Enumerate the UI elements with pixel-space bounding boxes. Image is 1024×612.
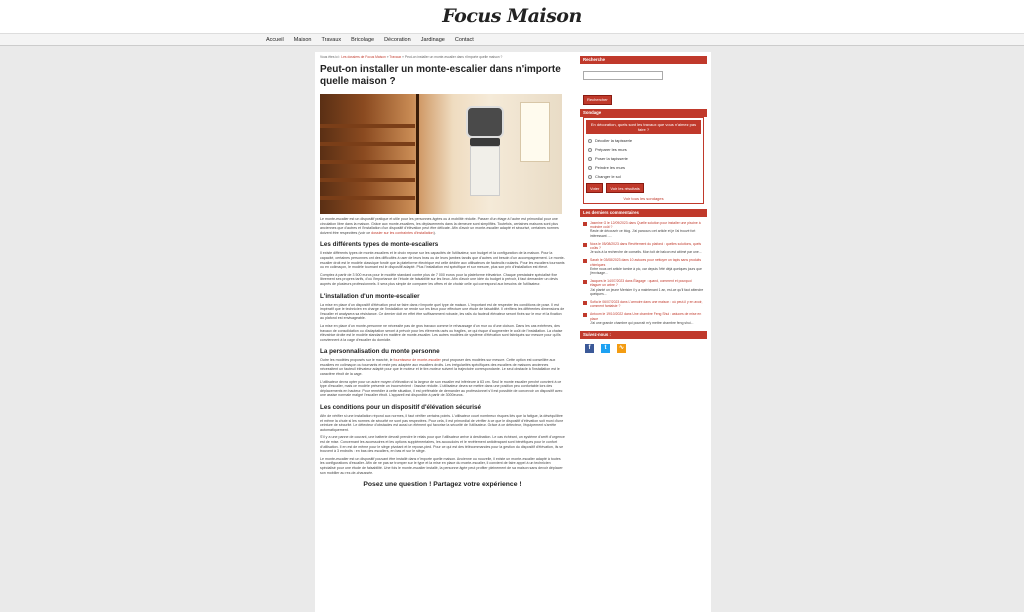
facebook-icon[interactable]: f <box>585 344 594 353</box>
intro-paragraph: Le monte-escalier est un dispositif pratique et utile pour les personnes âgées ou à mobilité réduite. Passer d'un étage à l'autre est primordial pour une circulation libre dans la maison. Grâce aux monte-escaliers, les déplacements dans la demeure sont simplifiés. Toutefois, certaines maisons sont plus anciennes que d'autres et l'installation d'un dispositif d'élévation peut être délicate. Afin d'avoir un monte-escalier adapté et sécurisé, certaines normes doivent être respectées (voir ce dossier sur les contraintes d'installation). <box>320 217 559 235</box>
poll-option[interactable]: Décoller la tapisserie <box>588 138 701 143</box>
window-shape <box>520 102 550 162</box>
nav-item-travaux[interactable]: Travaux <box>321 36 342 43</box>
main-nav <box>0 33 1024 46</box>
bullet-icon <box>583 243 587 247</box>
paragraph: Outre les modèles proposés sur le marché, le fournisseur de monte-escalier peut proposer des modèles sur mesure. Cette option est conseillée aux escaliers en colimaçon ou tournants et reste peu adaptée aux escaliers droits. Les irrégularités spécifiques des escaliers de maisons anciennes nécessitent un fauteuil élévateur adapté pour que le moteur et le tire-moteur suivent la trajectoire correspondante. Le seul obstacle à l'installation est le caractère étroit de la cage. <box>320 358 560 377</box>
radio-button[interactable] <box>588 175 592 179</box>
search-input[interactable] <box>583 71 663 80</box>
stairlift-chair <box>466 106 504 138</box>
comment-text: Ravie de découvrir ce blog. J'ai parcouru cet article et je l'ai trouvé fort intéressant ..... <box>590 229 696 238</box>
breadcrumb-prefix: Vous êtes ici : <box>320 55 341 59</box>
poll-option[interactable]: Changer le sol <box>588 174 701 179</box>
poll-box <box>583 117 704 204</box>
breadcrumb-link-dossiers[interactable]: Les dossiers de Focus Maison <box>341 55 386 59</box>
breadcrumb-separator: » <box>386 55 389 59</box>
rss-icon[interactable]: ∿ <box>618 345 625 352</box>
bullet-icon <box>583 222 587 226</box>
breadcrumb-current: » Peut-on installer un monte-escalier dans n'importe quelle maison ? <box>402 55 503 59</box>
radio-button[interactable] <box>588 139 592 143</box>
comment-link[interactable]: Jacques le 14/07/2023 dans Élagage : quand, comment et pourquoi élaguer un arbre ? <box>590 279 692 288</box>
poll-widget-title: Sondage <box>580 109 707 117</box>
comment-text: Je suis à la recherche de conseils. Mon toit de balcon est abîmé par une... <box>590 250 702 255</box>
site-header <box>0 0 1024 33</box>
paragraph: S'il y a une panne de courant, une batterie devrait prendre le relais pour que l'utilisateur arrive à destination. Le cas échéant, un système d'arrêt d'urgence est de mise. Concernant les accessoires et les options supplémentaires, les accoudoirs et le revêtement antidérapant sont bénéfiques pour le confort d'utilisation. Il en est de même pour le siège pivotant et le repose-pied. Pour ce qui est des télécommandes pour la gestion du dispositif d'élévation, ils se trouvent à 3 endroits : en bas des escaliers, en bas et sur le siège. <box>320 435 565 454</box>
paragraph: L'utilisateur devra opter pour un autre moyen d'élévation si la largeur de son escalier est inférieure à 63 cm. Seul le monte escalier perché convient à ce type d'escalier, mais ce modèle présente un inconvénient : l'assise réduite. L'utilisateur devra se mettre dans une position peu confortable lors des déplacements en hauteur. Pour remédier à cette situation, il est préférable de demander au professionnel s'il est possible de concevoir un dispositif avec une assise normale malgré l'escalier étroit. L'appareil est disponible à partir de 3000euros. <box>320 379 563 398</box>
poll-option[interactable]: Peindre les murs <box>588 165 701 170</box>
paragraph: La mise en place d'un dispositif d'élévation peut se faire dans n'importe quel type de maison. L'important est de respecter les conditions de pose. Il est impératif que le technicien en charge de l'installation se rende sur les lieux pour effectuer une étude de faisabilité. Il vérifiera les différentes dimensions de l'escalier et analysera sa résistance. Ce dernier doit en effet être suffisamment robuste, les rails du fauteuil élévateur seront fixés sur le mur et la fixation au plafond est envisageable. <box>320 302 565 321</box>
section-heading-conditions: Les conditions pour un dispositif d'élévation sécurisé <box>320 404 482 412</box>
comment-item <box>583 300 704 308</box>
nav-item-decoration[interactable]: Décoration <box>384 36 411 43</box>
comment-link[interactable]: Jasmine G le 12/09/2023 dans Quelle solution pour installer une piscine à moindre coût ? <box>590 221 701 230</box>
nav-item-bricolage[interactable]: Bricolage <box>351 36 375 43</box>
bullet-icon <box>583 259 587 263</box>
comment-text: J'ai une grande chambre qui pourrait m'y mettre chambre feng shui... <box>590 320 694 325</box>
radio-button[interactable] <box>588 148 592 152</box>
nav-item-contact[interactable]: Contact <box>454 36 474 43</box>
search-button[interactable]: Rechercher <box>583 95 612 105</box>
search-widget-title: Recherche <box>580 56 707 64</box>
sidebar <box>580 56 707 358</box>
comment-text: J'ai planté un jeune Merisier il y a maintenant 1 an, est-ce qu'il faut attendre quelques... <box>590 287 704 296</box>
comment-item <box>583 258 704 275</box>
poll-option[interactable]: Préparer les murs <box>588 147 701 152</box>
paragraph: Le monte-escalier est un dispositif pouvant être installé dans n'importe quelle maison. Ancienne ou nouvelle, il existe un monte-escalier adapté à toutes les configurations d'escalier. Afin de ne pas se tromper sur le type et la mise en place du monte-escalier, il convient de faire appel à un technicien spécialisé pour une étude de faisabilité. Une fois le monte-escalier installé, la personne âgée peut profiter pleinement de sa maison sans devoir déplacer son mobilier au rez-de-chaussée. <box>320 456 563 475</box>
comment-item <box>583 221 704 238</box>
bullet-icon <box>583 280 587 284</box>
fournisseur-link[interactable]: fournisseur de monte-escalier <box>393 358 441 363</box>
follow-widget-title: Suivez-nous : <box>580 331 707 339</box>
section-heading-types: Les différents types de monte-escaliers <box>320 241 439 249</box>
banister-shape <box>416 94 419 214</box>
comment-link[interactable]: Nora le 05/08/2023 dans Revêtement du plafond : quelles solutions, quels coûts ? <box>590 241 702 251</box>
poll-option[interactable]: Poser la tapisserie <box>588 156 701 161</box>
results-button[interactable]: Voir les résultats <box>606 183 643 193</box>
paragraph: Afin de vérifier si une installation répond aux normes, il faut vérifier certains points. L'utilisateur court nombreux risques liés que la fatigue, la déséquilibre et même la chute si les normes de sécurité ne sont pas respectées. Pour cela, il est primordial de vérifier à ce que le dispositif d'élévation soit muni d'une ceinture de sécurité. Le détecteur d'obstacles est aussi un élément qui favorise la sécurité de l'utilisateur. Grâce à ce détecteur, l'équipement s'arrête automatiquement. <box>320 414 564 432</box>
breadcrumb <box>320 55 565 60</box>
twitter-icon[interactable]: t <box>601 344 610 353</box>
comment-cta: Posez une question ! Partagez votre expérience ! <box>363 481 522 489</box>
comment-item <box>583 312 704 325</box>
hero-image <box>320 94 562 214</box>
all-polls-link[interactable]: Voir tous les sondages <box>623 196 664 201</box>
radio-button[interactable] <box>588 166 592 170</box>
bullet-icon <box>583 301 587 305</box>
poll-question: En décoration, quels sont les travaux que vous n'aimez pas faire ? <box>586 120 701 134</box>
comment-text: Entre nous cet article tombe à pic, car depuis l'été déjà quelques jours que j'envisage... <box>590 266 702 276</box>
comment-item <box>583 279 704 296</box>
comment-item <box>583 242 704 255</box>
social-links <box>580 339 707 358</box>
comment-link[interactable]: Antoom le 19/10/2022 dans Une chambre Feng Shui : astuces de mise en place <box>590 312 702 321</box>
site-logo[interactable]: Focus Maison <box>442 5 582 27</box>
paragraph: La mise en place d'un monte-personne ne nécessite pas de gros travaux comme le rehaussage d'un mur ou d'une cloison. Dans les cas extrêmes, des travaux de consolidation ou d'adaptation seront à prévoir pour les éléments usés ou fragiles, ce qui risque d'augmenter le coût de l'installation. La chaise élévatrice droite est le modèle standard en matière de monte-escalier. Les autres modèles de système d'élévation sont fabriqués sur mesure pour qu'ils conviennent à la cage d'escalier du domicile. <box>320 323 563 342</box>
paragraph: Il existe différents types de monte-escaliers et le choix repose sur les capacités de l'utilisateur, son budget et la configuration de la maison. Pour la capacité, certaines personnes ont des difficultés à user de leurs bras ou de leurs jambes tandis que d'autres ont besoin d'un accompagnement. Le monte-escalier droit est le modèle classique fondé que la plateforme électrique est celle dédiée aux utilisateurs de fauteuils roulants. Pour les escaliers tournants ou en colimaçon, le modèle tournant est le dispositif adapté. Plus l'installation est spécifique et sur mesure, plus son prix d'installation est élevé. <box>320 251 565 270</box>
nav-item-accueil[interactable]: Accueil <box>266 36 284 43</box>
section-heading-personnalisation: La personnalisation du monte personne <box>320 348 440 356</box>
section-heading-installation: L'installation d'un monte-escalier <box>320 292 420 300</box>
paragraph: Comptez à partir de 3 500 euros pour le modèle standard contre plus de 7 000 euros pour la plateforme élévatrice. Chaque prestataire spécialisé fixe librement ses propres tarifs, d'où l'importance de l'étude de faisabilité sur les lieux. Afin d'avoir une idée du budget à prévoir, il faut demander un devis auprès de plusieurs professionnels. Il sera plus simple de comparer les offres et de choisir celle qui correspond aux besoins de l'utilisateur. <box>320 272 558 286</box>
nav-item-jardinage[interactable]: Jardinage <box>420 36 445 43</box>
nav-item-maison[interactable]: Maison <box>293 36 312 43</box>
bullet-icon <box>583 313 587 317</box>
comment-link[interactable]: Sarah le 03/08/2023 dans 10 astuces pour nettoyer un tapis sans produits chimiques <box>590 258 702 267</box>
comment-link[interactable]: Sofia le 06/07/2023 dans L'armoire dans une maison : où peut-il y en avoir, comment fantaisie ? <box>590 300 703 309</box>
article <box>320 55 565 488</box>
intro-link[interactable]: dossier sur les contraintes d'installation <box>371 230 434 235</box>
breadcrumb-link-travaux[interactable]: Travaux <box>389 55 402 59</box>
radio-button[interactable] <box>588 157 592 161</box>
page-title: Peut-on installer un monte-escalier dans n'importe quelle maison ? <box>320 64 561 87</box>
comments-widget-title: Les derniers commentaires <box>580 209 707 217</box>
page-wrapper <box>315 52 711 612</box>
vote-button[interactable]: Voter <box>586 183 603 193</box>
